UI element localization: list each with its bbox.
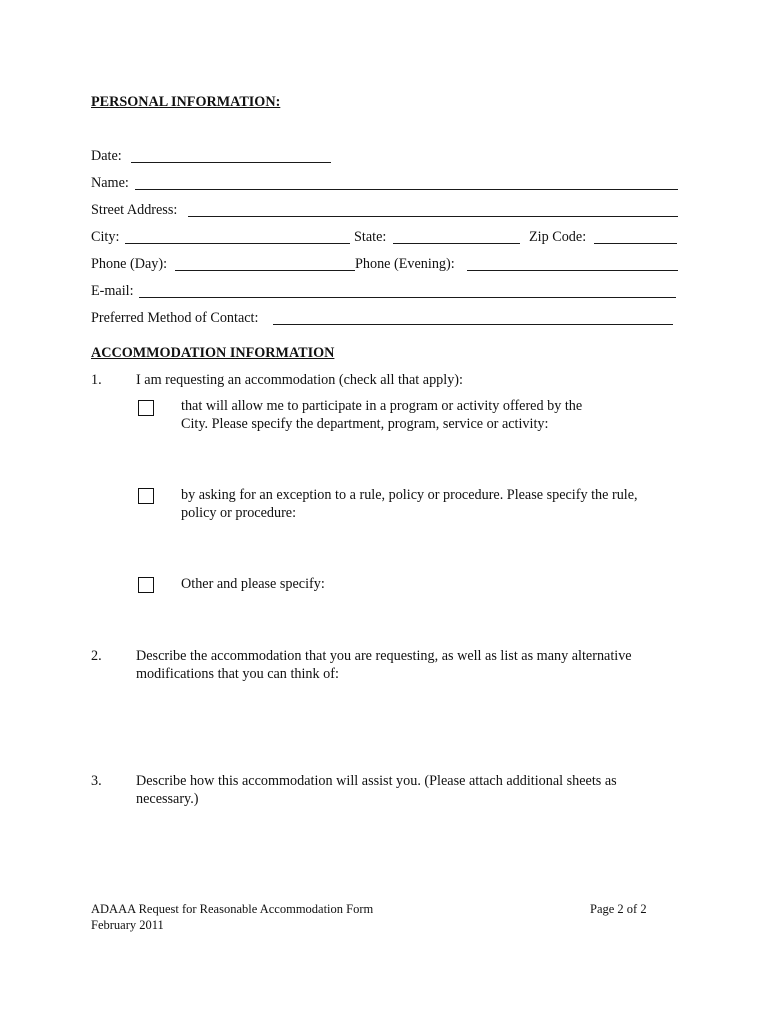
- name-field[interactable]: [135, 189, 678, 190]
- personal-information-heading: PERSONAL INFORMATION:: [91, 94, 281, 110]
- street-address-field[interactable]: [188, 216, 678, 217]
- option-1-text: [181, 397, 582, 433]
- footer-form-title: ADAAA Request for Reasonable Accommodation Form: [91, 902, 374, 916]
- state-label: State:: [354, 229, 387, 245]
- question-2-number: 2.: [91, 648, 102, 664]
- question-1-number: 1.: [91, 372, 102, 388]
- preferred-contact-label: Preferred Method of Contact:: [91, 310, 259, 326]
- program-activity-checkbox[interactable]: [138, 400, 154, 416]
- footer-date: February 2011: [91, 918, 164, 932]
- email-label: E-mail:: [91, 283, 134, 299]
- question-3-line-1: Describe how this accommodation will assist you. (Please attach additional sheets as: [136, 773, 617, 789]
- rule-exception-checkbox[interactable]: [138, 488, 154, 504]
- zip-code-label: Zip Code:: [529, 229, 587, 245]
- option-3-text: Other and please specify:: [181, 576, 325, 592]
- option-2-line-2: policy or procedure:: [181, 505, 297, 521]
- option-2-line-1: by asking for an exception to a rule, policy or procedure. Please specify the rule,: [181, 487, 638, 503]
- other-checkbox[interactable]: [138, 577, 154, 593]
- state-field[interactable]: [393, 243, 520, 244]
- city-field[interactable]: [125, 243, 350, 244]
- date-field[interactable]: [131, 162, 331, 163]
- question-2-text: [136, 647, 632, 683]
- question-3-number: 3.: [91, 773, 102, 789]
- phone-evening-field[interactable]: [467, 270, 678, 271]
- street-address-label: Street Address:: [91, 202, 178, 218]
- footer-page-number: Page 2 of 2: [590, 902, 647, 916]
- question-3-text: [136, 772, 617, 808]
- zip-code-field[interactable]: [594, 243, 677, 244]
- accommodation-information-heading: ACCOMMODATION INFORMATION: [91, 345, 335, 361]
- date-label: Date:: [91, 148, 122, 164]
- preferred-contact-field[interactable]: [273, 324, 673, 325]
- question-1-text: I am requesting an accommodation (check all that apply):: [136, 372, 463, 388]
- name-label: Name:: [91, 175, 129, 191]
- city-label: City:: [91, 229, 120, 245]
- phone-day-field[interactable]: [175, 270, 355, 271]
- question-3-line-2: necessary.): [136, 791, 199, 807]
- option-2-text: [181, 486, 638, 522]
- option-1-line-2: City. Please specify the department, program, service or activity:: [181, 416, 549, 432]
- question-2-line-2: modifications that you can think of:: [136, 666, 339, 682]
- email-field[interactable]: [139, 297, 676, 298]
- phone-evening-label: Phone (Evening):: [355, 256, 455, 272]
- question-2-line-1: Describe the accommodation that you are requesting, as well as list as many alternative: [136, 648, 632, 664]
- phone-day-label: Phone (Day):: [91, 256, 168, 272]
- option-1-line-1: that will allow me to participate in a program or activity offered by the: [181, 398, 583, 414]
